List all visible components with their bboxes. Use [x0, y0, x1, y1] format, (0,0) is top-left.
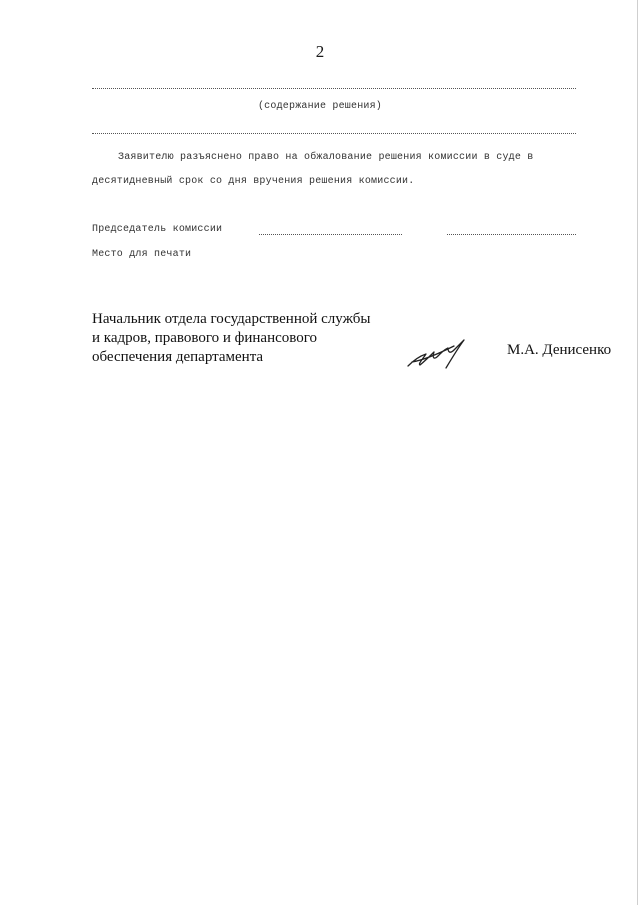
decision-caption: (содержание решения) [257, 101, 383, 112]
signatory-title-line: Начальник отдела государственной службы [92, 311, 371, 327]
notice-line-2: десятидневный срок со дня вручения решения комиссии. [92, 176, 415, 187]
notice-line-1: Заявителю разъяснено право на обжалование решения комиссии в суде в [118, 152, 534, 163]
page-number: 2 [315, 42, 325, 61]
decision-bottom-rule [92, 133, 576, 134]
signatory-name: М.А. Денисенко [507, 342, 612, 358]
chairman-signature-line [259, 234, 402, 235]
stamp-label: Место для печати [92, 249, 192, 260]
chairman-name-line [447, 234, 576, 235]
signatory-title [92, 310, 370, 367]
page-edge-line [637, 0, 638, 905]
signatory-title-line: и кадров, правового и финансового [92, 330, 318, 346]
handwritten-signature [404, 330, 476, 374]
chairman-label: Председатель комиссии [92, 224, 223, 235]
decision-top-rule [92, 88, 576, 89]
signatory-title-line: обеспечения департамента [92, 349, 264, 365]
